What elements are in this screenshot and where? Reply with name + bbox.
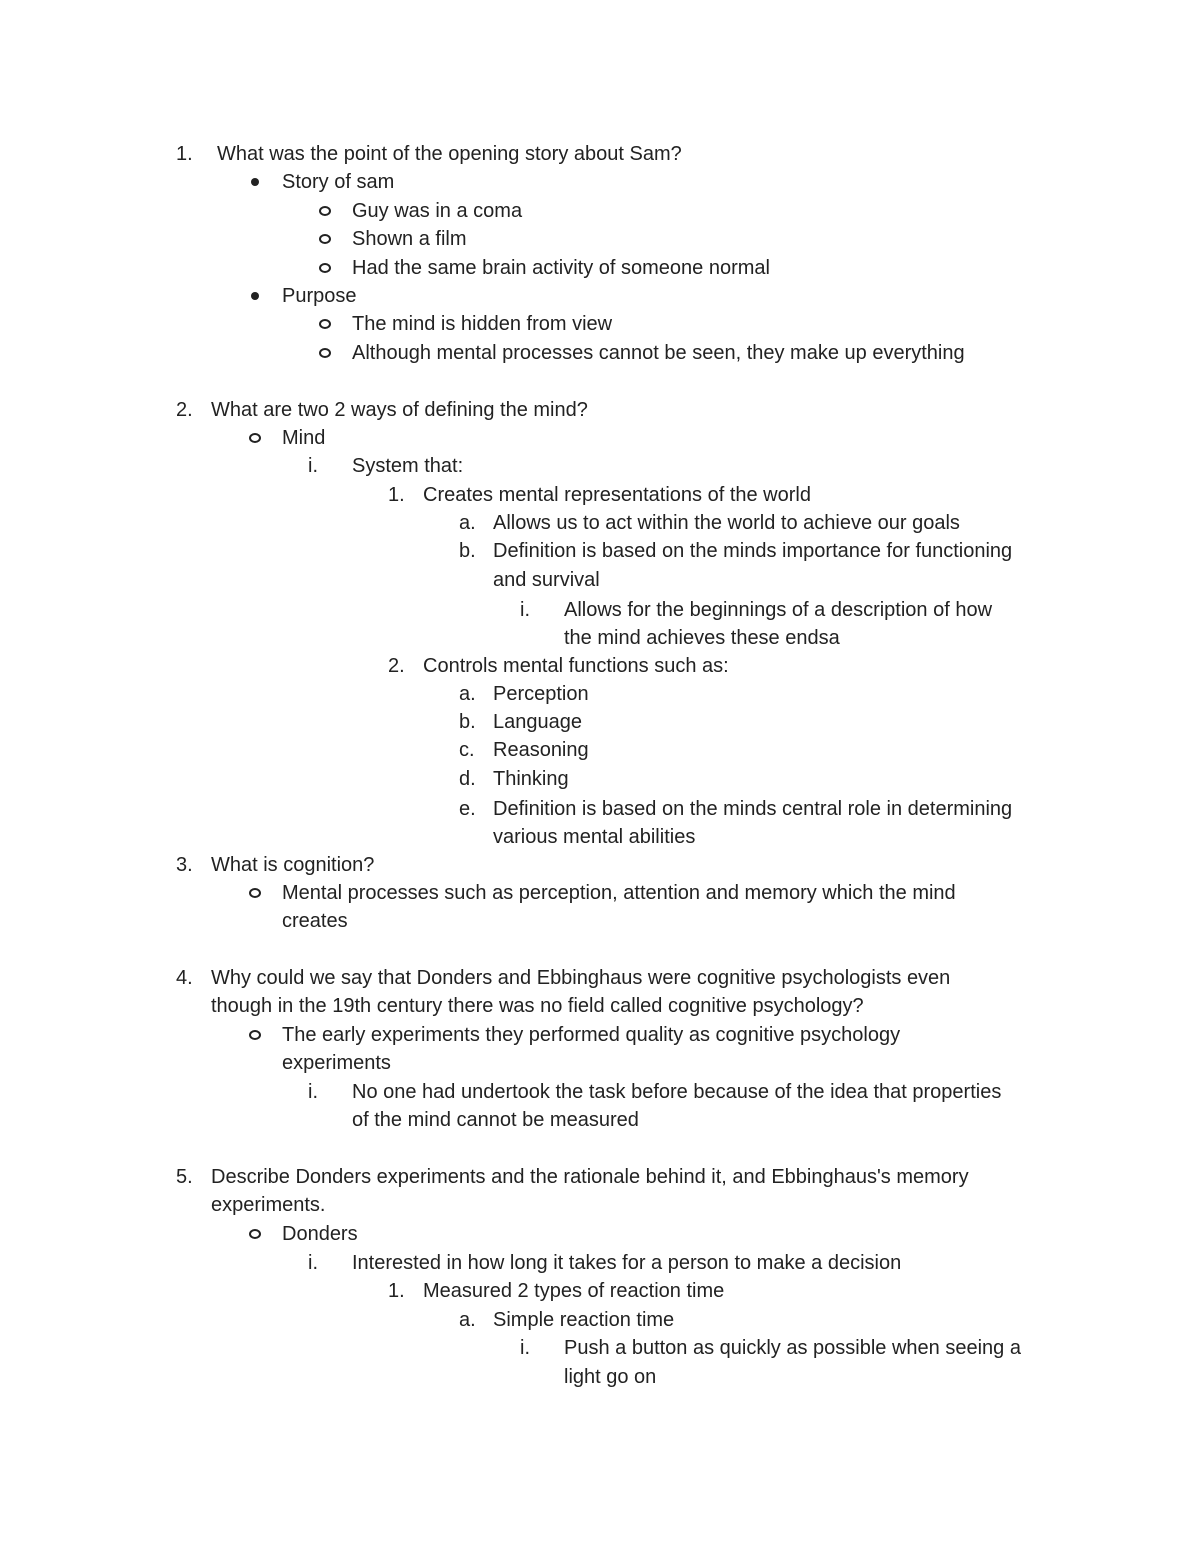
- list-marker: 2.: [176, 399, 193, 421]
- list-item-text: Language: [493, 711, 582, 733]
- list-marker: a.: [459, 512, 476, 534]
- list-item-text: Had the same brain activity of someone normal: [352, 257, 770, 279]
- hollow-bullet-icon: [249, 1030, 261, 1040]
- list-marker: i.: [308, 1252, 318, 1274]
- list-marker: d.: [459, 768, 476, 790]
- list-item-text: Mental processes such as perception, attention and memory which the mind: [282, 882, 956, 904]
- list-item-text: What was the point of the opening story about Sam?: [217, 143, 682, 165]
- hollow-bullet-icon: [249, 888, 261, 898]
- list-marker: b.: [459, 540, 476, 562]
- list-item-text: No one had undertook the task before because of the idea that properties: [352, 1081, 1002, 1103]
- list-item-text: though in the 19th century there was no field called cognitive psychology?: [211, 995, 864, 1017]
- list-item-text: Definition is based on the minds central role in determining: [493, 798, 1013, 820]
- list-item-text: of the mind cannot be measured: [352, 1109, 639, 1131]
- list-item-text: What are two 2 ways of defining the mind?: [211, 399, 588, 421]
- filled-bullet-icon: [251, 178, 259, 186]
- list-marker: 4.: [176, 967, 193, 989]
- list-item-text: Perception: [493, 683, 589, 705]
- hollow-bullet-icon: [319, 319, 331, 329]
- hollow-bullet-icon: [319, 263, 331, 273]
- list-item-text: Mind: [282, 427, 326, 449]
- list-item-text: Controls mental functions such as:: [423, 655, 729, 677]
- list-item-text: Reasoning: [493, 739, 589, 761]
- list-item-text: Although mental processes cannot be seen, they make up everything: [352, 342, 965, 364]
- list-item-text: What is cognition?: [211, 854, 375, 876]
- list-marker: 1.: [388, 1280, 405, 1302]
- list-marker: i.: [520, 1337, 530, 1359]
- list-marker: 3.: [176, 854, 193, 876]
- list-item-text: the mind achieves these endsa: [564, 627, 840, 649]
- hollow-bullet-icon: [249, 1229, 261, 1239]
- list-marker: c.: [459, 739, 475, 761]
- list-item-text: Shown a film: [352, 228, 467, 250]
- list-item-text: Thinking: [493, 768, 569, 790]
- list-marker: i.: [308, 455, 318, 477]
- list-item-text: Describe Donders experiments and the rationale behind it, and Ebbinghaus's memory: [211, 1166, 969, 1188]
- list-item-text: Story of sam: [282, 171, 395, 193]
- list-marker: 2.: [388, 655, 405, 677]
- list-marker: i.: [308, 1081, 318, 1103]
- list-item-text: and survival: [493, 569, 600, 591]
- list-item-text: creates: [282, 910, 348, 932]
- list-marker: 5.: [176, 1166, 193, 1188]
- list-item-text: Simple reaction time: [493, 1309, 675, 1331]
- hollow-bullet-icon: [319, 234, 331, 244]
- list-marker: i.: [520, 599, 530, 621]
- list-item-text: Allows for the beginnings of a description of how: [564, 599, 993, 621]
- list-marker: 1.: [176, 143, 193, 165]
- list-item-text: experiments.: [211, 1194, 326, 1216]
- list-item-text: Interested in how long it takes for a person to make a decision: [352, 1252, 902, 1274]
- list-item-text: light go on: [564, 1366, 657, 1388]
- list-item-text: Creates mental representations of the world: [423, 484, 811, 506]
- list-item-text: Donders: [282, 1223, 358, 1245]
- list-marker: a.: [459, 683, 476, 705]
- list-marker: b.: [459, 711, 476, 733]
- list-marker: 1.: [388, 484, 405, 506]
- list-item-text: Push a button as quickly as possible when seeing a: [564, 1337, 1021, 1359]
- list-item-text: System that:: [352, 455, 464, 477]
- list-item-text: Definition is based on the minds importance for functioning: [493, 540, 1013, 562]
- list-marker: e.: [459, 798, 476, 820]
- filled-bullet-icon: [251, 292, 259, 300]
- list-item-text: Purpose: [282, 285, 357, 307]
- hollow-bullet-icon: [249, 433, 261, 443]
- list-item-text: Why could we say that Donders and Ebbinghaus were cognitive psychologists even: [211, 967, 951, 989]
- list-item-text: The early experiments they performed quality as cognitive psychology: [282, 1024, 901, 1046]
- list-item-text: various mental abilities: [493, 826, 696, 848]
- list-item-text: experiments: [282, 1052, 391, 1074]
- hollow-bullet-icon: [319, 206, 331, 216]
- list-item-text: The mind is hidden from view: [352, 313, 613, 335]
- list-marker: a.: [459, 1309, 476, 1331]
- list-item-text: Guy was in a coma: [352, 200, 523, 222]
- list-item-text: Allows us to act within the world to achieve our goals: [493, 512, 960, 534]
- hollow-bullet-icon: [319, 348, 331, 358]
- list-item-text: Measured 2 types of reaction time: [423, 1280, 725, 1302]
